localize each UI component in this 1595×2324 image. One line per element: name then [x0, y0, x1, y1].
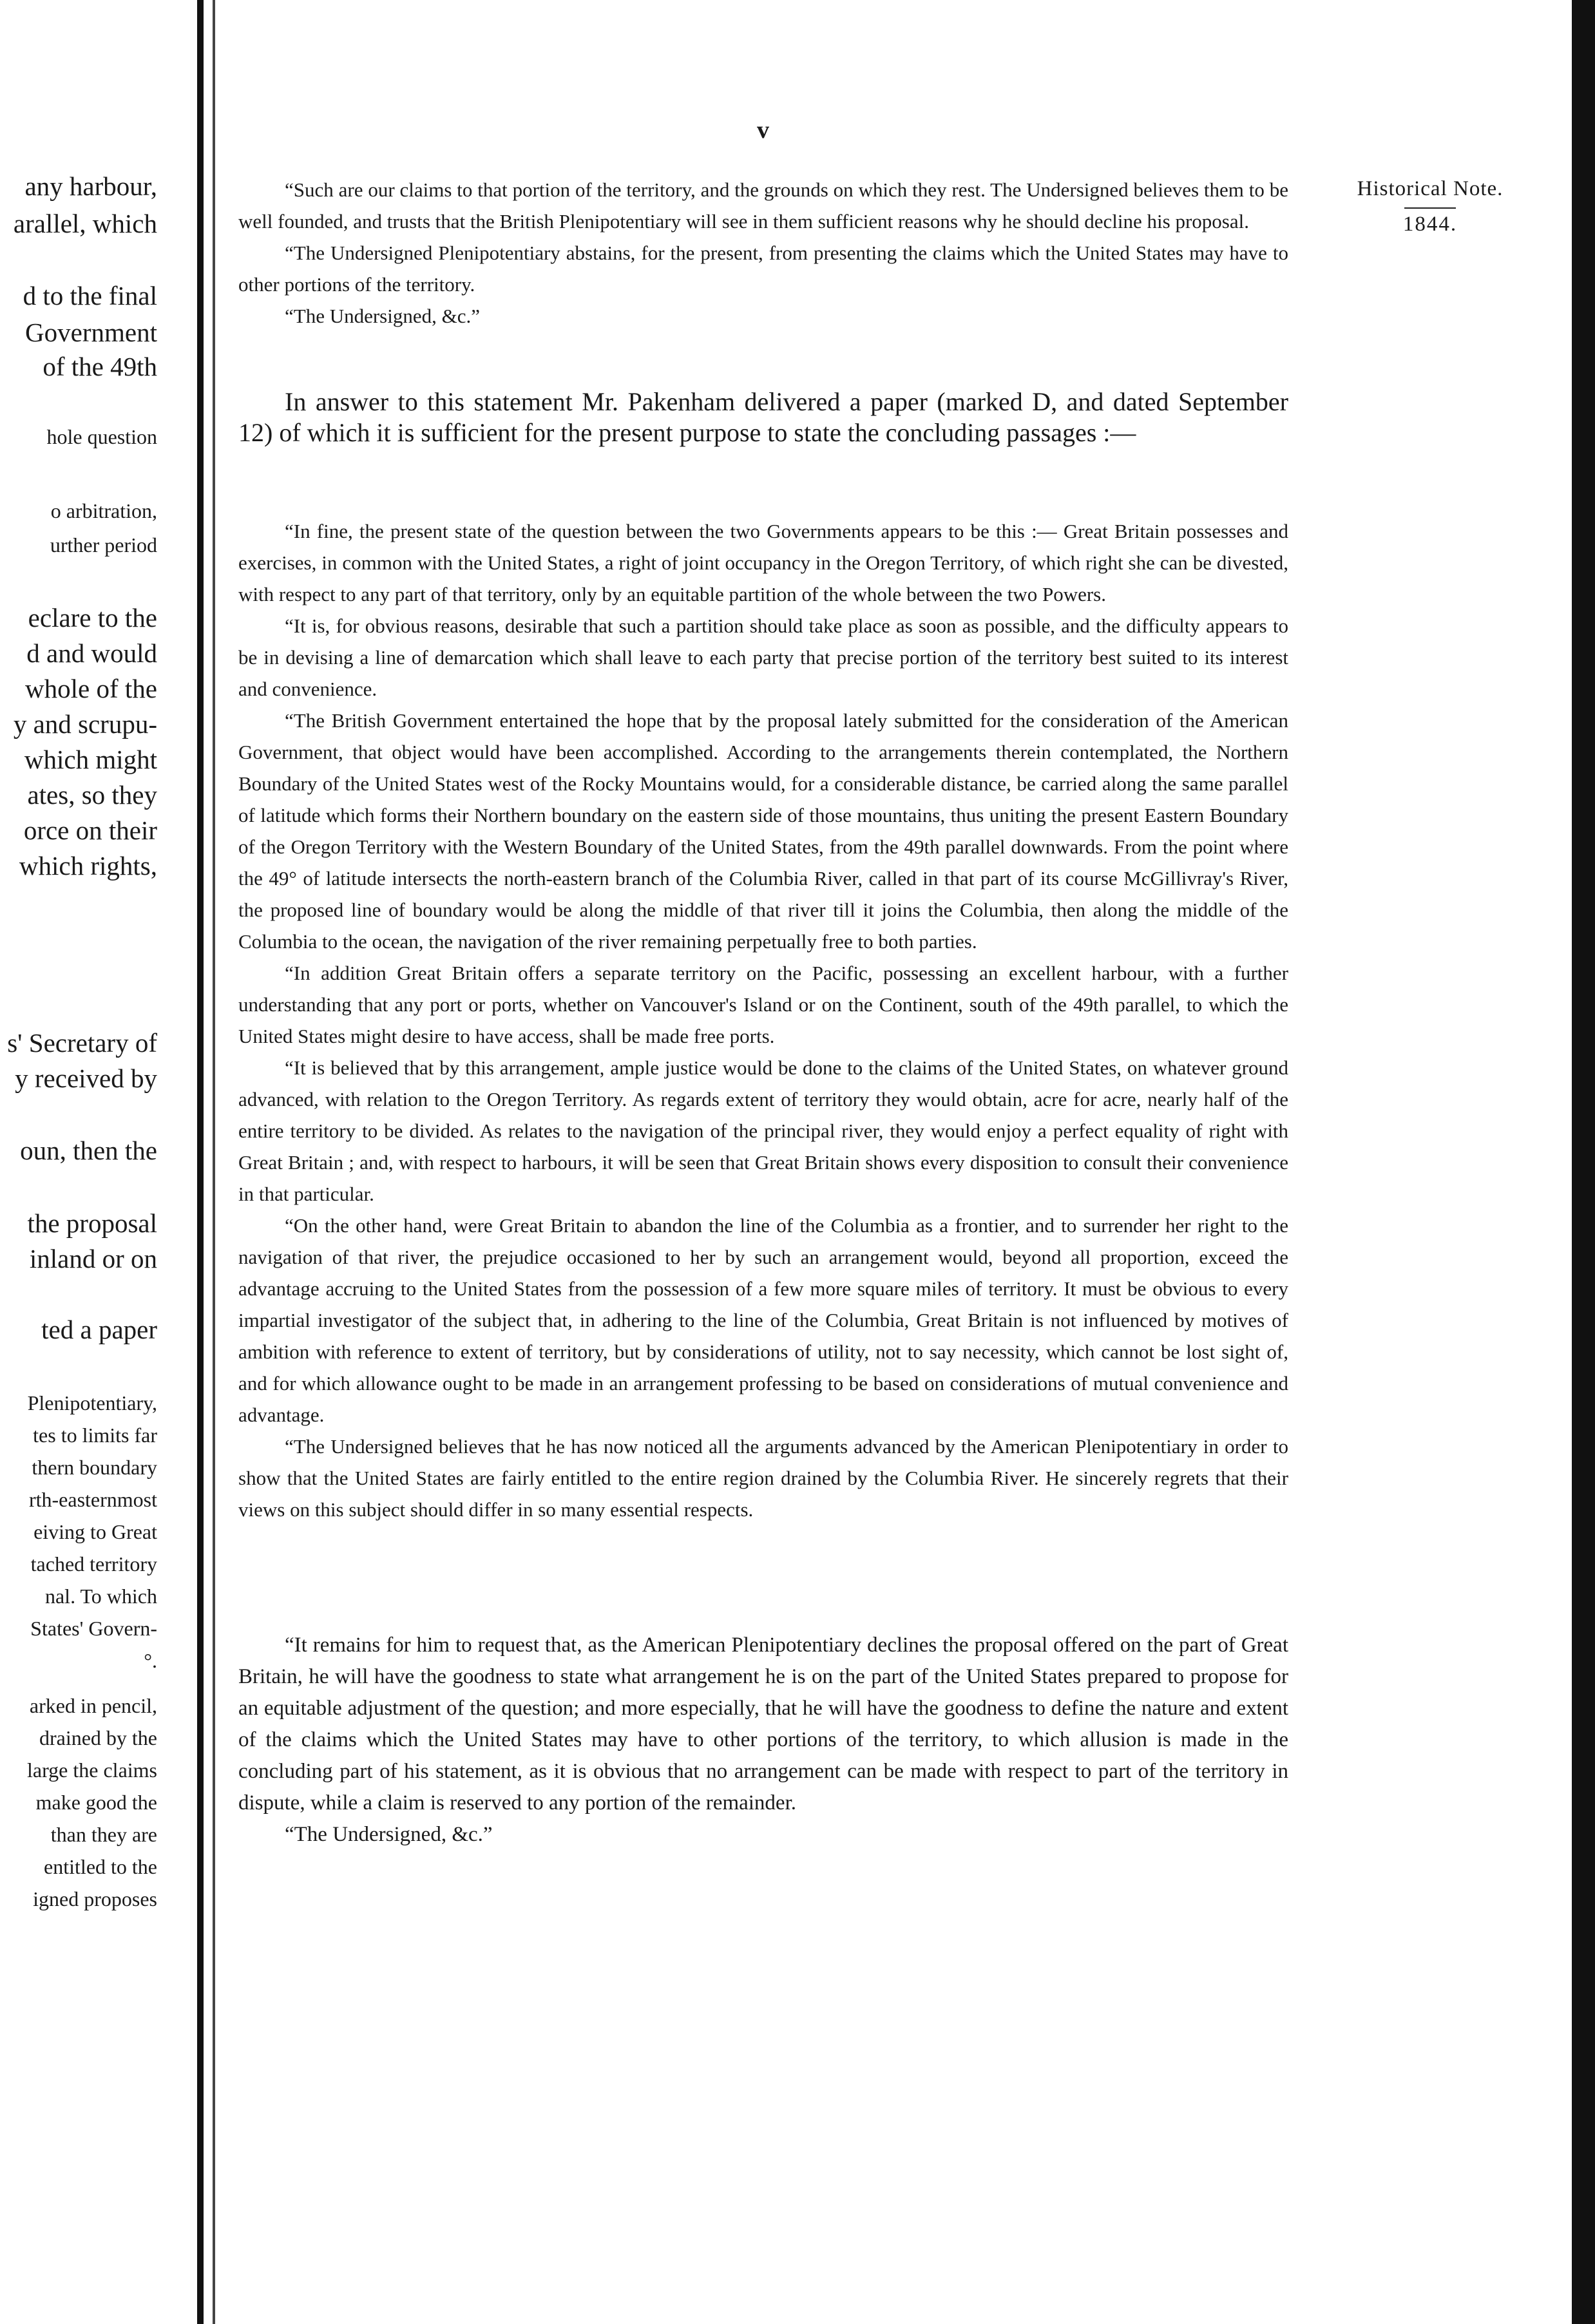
fragment-line: any harbour,	[24, 171, 157, 201]
fragment-line: igned proposes	[33, 1887, 157, 1910]
narrative-text: In answer to this statement Mr. Pakenham delivered a paper (marked D, and dated September 12) of which it is sufficient for the present purpose to state the concluding passages :—	[238, 387, 1288, 447]
pakenham-quote	[238, 515, 1288, 1525]
signature-line: “The Undersigned, &c.”	[285, 1823, 493, 1846]
fragment-line: of the 49th	[43, 352, 157, 381]
fragment-line: nal. To which	[44, 1585, 157, 1608]
fragment-line: tached territory	[30, 1552, 157, 1576]
quote-paragraph: “On the other hand, were Great Britain to abandon the line of the Columbia as a frontier, and to surrender her right to the navigation of that river, the prejudice occasioned to her by such an arrangement would, beyond all proportion, exceed the advantage accruing to the United States from the possession of a few more square miles of territory. It must be obvious to every impartial investigator of the subject that, in adhering to the line of the Columbia, Great Britain is not influenced by motives of ambition with reference to extent of territory, but by considerations of utility, not to say necessity, which cannot be lost sight of, and for which allowance ought to be made in an arrangement professing to be based on considerations of mutual convenience and advantage.	[238, 1214, 1288, 1426]
fragment-line: the proposal	[27, 1208, 157, 1238]
fragment-line: d to the final	[23, 281, 157, 310]
fragment-line: arked in pencil,	[29, 1694, 157, 1717]
fragment-line: inland or on	[29, 1244, 157, 1273]
fragment-line: oun, then the	[20, 1136, 157, 1165]
fragment-line: Government	[25, 318, 157, 347]
quote-paragraph: “The Undersigned, &c.”	[285, 305, 480, 327]
facing-page-fragment	[0, 0, 161, 2324]
fragment-line: o arbitration,	[50, 499, 157, 522]
fragment-line: orce on their	[23, 815, 157, 845]
quote-paragraph: “It is, for obvious reasons, desirable that such a partition should take place as soon as possible, and the difficulty appears to be in devising a line of demarcation which shall leave to each party that precise portion of the territory best suited to its interest and convenience.	[238, 614, 1288, 700]
page-number: v	[757, 117, 769, 144]
quote-paragraph: “In addition Great Britain offers a separate territory on the Pacific, possessing an excellent harbour, with a further understanding that any port or ports, whether on Vancouver's Island or on the Continent, south of the 49th parallel, to which the United States might desire to have access, shall be made free ports.	[238, 962, 1288, 1047]
fragment-line: than they are	[50, 1823, 157, 1846]
fragment-line: eiving to Great	[33, 1520, 157, 1543]
fragment-line: which might	[24, 745, 157, 774]
margin-note-year: 1844.	[1402, 213, 1458, 236]
quote-paragraph: “The Undersigned believes that he has now noticed all the arguments advanced by the American Plenipotentiary in order to show that the United States are fairly entitled to the entire region drained by the Columbia River. He sincerely regrets that their views on this subject should differ in so many essential respects.	[238, 1435, 1288, 1521]
fragment-line: which rights,	[19, 851, 157, 881]
fragment-line: y received by	[15, 1063, 157, 1093]
fragment-line: Plenipotentiary,	[27, 1391, 157, 1414]
narrative-paragraph	[238, 386, 1288, 448]
fragment-line: rth-easternmost	[28, 1488, 157, 1511]
quote-paragraph: “It is believed that by this arrangement, ample justice would be done to the claims of the United States, on whatever ground advanced, with relation to the Oregon Territory. As regards extent of territory they would obtain, acre for acre, nearly half of the entire territory to be divided. As relates to the navigation of the principal river, they would enjoy a perfect equality of right with Great Britain ; and, with respect to harbours, it will be seen that Great Britain shows every disposition to consult their convenience in that particular.	[238, 1056, 1288, 1205]
fragment-line: arallel, which	[13, 209, 157, 238]
fragment-line: entitled to the	[44, 1855, 157, 1878]
document-page	[219, 0, 1565, 2324]
fragment-line: tes to limits far	[33, 1424, 157, 1447]
margin-note-title: Historical Note.	[1357, 177, 1504, 200]
margin-note	[1314, 177, 1546, 236]
fragment-line: d and would	[26, 638, 157, 668]
quote-paragraph: “It remains for him to request that, as the American Plenipotentiary declines the proposal offered on the part of Great Britain, he will have the goodness to state what arrangement he is on the part of the United States prepared to propose for an equitable adjustment of the question; and more especially, that he will have the goodness to define the nature and extent of the claims which the United States may have to other portions of the territory, to which allusion is made in the concluding part of his statement, as it is obvious that no arrangement can be made with respect to part of the territory in dispute, while a claim is reserved to any portion of the remainder.	[238, 1633, 1288, 1814]
fragment-line: eclare to the	[28, 603, 157, 633]
fragment-line: large the claims	[27, 1758, 157, 1782]
quote-paragraph: “Such are our claims to that portion of the territory, and the grounds on which they rest. The Undersigned believes them to be well founded, and trusts that the British Plenipotentiary will see in them sufficient reasons why he should decline his proposal.	[238, 178, 1288, 233]
fragment-line: make good the	[35, 1791, 157, 1814]
left-page-edge	[197, 0, 204, 2324]
fragment-line: drained by the	[39, 1726, 157, 1749]
fragment-line: hole question	[46, 425, 157, 448]
closing-quote	[238, 1630, 1288, 1851]
fragment-line: whole of the	[25, 674, 157, 703]
inner-page-edge	[213, 0, 215, 2324]
fragment-line: ted a paper	[41, 1315, 157, 1344]
fragment-line: ates, so they	[27, 780, 157, 810]
fragment-line: y and scrupu-	[13, 709, 157, 739]
right-page-edge	[1572, 0, 1595, 2324]
quote-paragraph: “The Undersigned Plenipotentiary abstains, for the present, from presenting the claims which the United States may have to other portions of the territory.	[238, 242, 1288, 296]
margin-note-rule	[1404, 207, 1456, 209]
fragment-line: s' Secretary of	[7, 1028, 157, 1058]
fragment-line: States' Govern-	[30, 1617, 157, 1640]
quote-paragraph: “The British Government entertained the hope that by the proposal lately submitted for the consideration of the American Government, that object would have been accomplished. According to the arrangements therein contemplated, the Northern Boundary of the United States west of the Rocky Mountains would, for a considerable distance, be carried along the same parallel of latitude which forms their Northern boundary on the eastern side of those mountains, thus uniting the present Eastern Boundary of the Oregon Territory with the Western Boundary of the United States, from the 49th parallel downwards. From the point where the 49° of latitude intersects the north-eastern branch of the Columbia River, called in that part of its course McGillivray's River, the proposed line of boundary would be along the middle of that river till it joins the Columbia, then along the middle of the Columbia to the ocean, the navigation of the river remaining perpetually free to both parties.	[238, 709, 1288, 953]
intro-quote	[238, 174, 1288, 332]
fragment-line: thern boundary	[32, 1456, 157, 1479]
fragment-line: urther period	[50, 533, 157, 557]
fragment-line: °.	[144, 1649, 157, 1672]
quote-paragraph: “In fine, the present state of the question between the two Governments appears to be this :— Great Britain possesses and exercises, in common with the United States, a right of joint occupancy in the Oregon Territory, of which right she can be divested, with respect to any part of that territory, only by an equitable partition of the whole between the two Powers.	[238, 520, 1288, 605]
